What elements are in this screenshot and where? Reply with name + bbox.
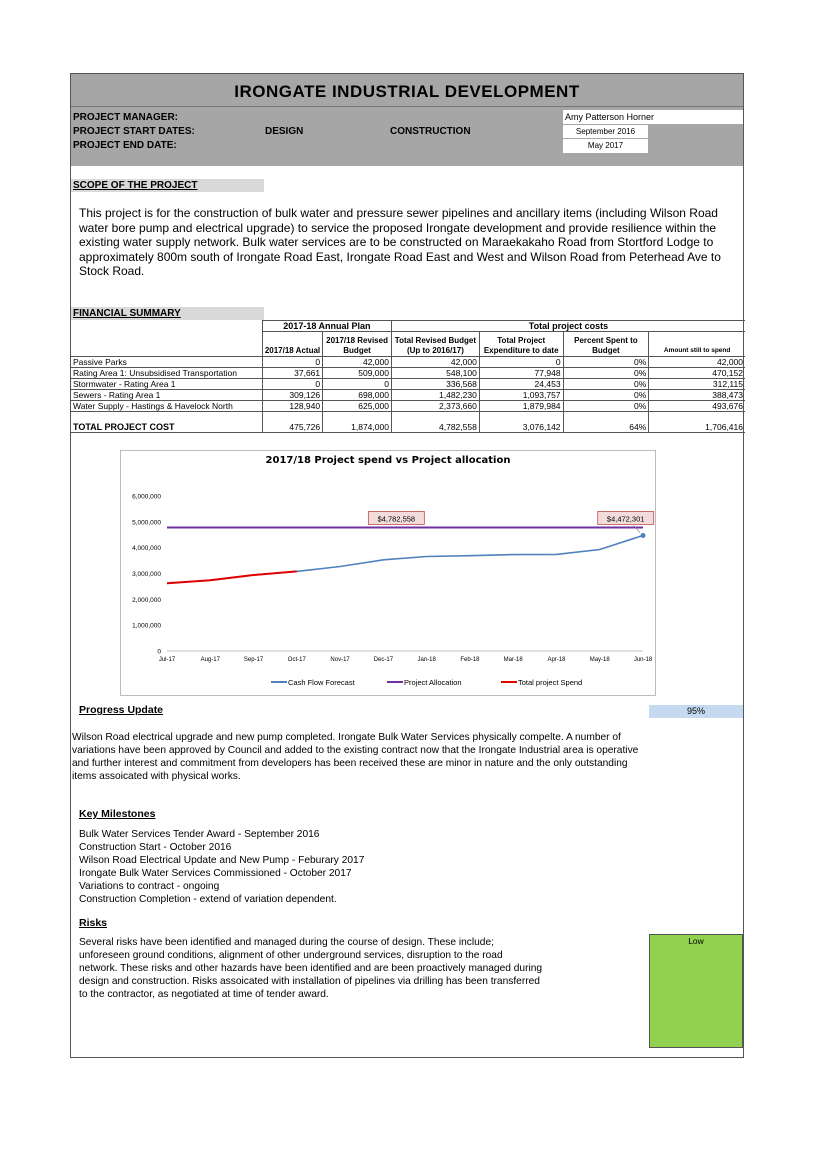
row-remain: 470,152 <box>649 368 745 379</box>
financial-table <box>71 320 745 433</box>
table-row <box>71 368 745 379</box>
row-remain: 388,473 <box>649 390 745 401</box>
scope-heading: SCOPE OF THE PROJECT <box>71 179 264 192</box>
title-divider <box>71 106 743 107</box>
risks-heading: Risks <box>79 917 108 929</box>
milestones-heading: Key Milestones <box>79 808 156 820</box>
y-tick-label: 2,000,000 <box>132 596 161 604</box>
row-trb: 42,000 <box>391 357 479 368</box>
group-total-costs: Total project costs <box>391 321 745 332</box>
row-revised: 509,000 <box>323 368 392 379</box>
list-item: Wilson Road Electrical Update and New Pump - Feburary 2017 <box>79 855 365 866</box>
table-row <box>71 379 745 390</box>
page-title: IRONGATE INDUSTRIAL DEVELOPMENT <box>234 82 580 101</box>
list-item: Construction Completion - extend of variation dependent. <box>79 894 337 905</box>
row-revised: 42,000 <box>323 357 392 368</box>
risk-level-badge: Low <box>649 934 743 1048</box>
x-tick-label: Jul-17 <box>158 657 176 663</box>
row-pct: 0% <box>563 368 649 379</box>
row-name: Stormwater - Rating Area 1 <box>71 379 262 390</box>
col-trb-2: (Up to 2016/17) <box>391 346 479 357</box>
row-trb: 1,482,230 <box>391 390 479 401</box>
row-exp: 77,948 <box>479 368 563 379</box>
y-tick-label: 3,000,000 <box>132 571 161 578</box>
row-remain: 42,000 <box>649 357 745 368</box>
x-tick-label: Mar-18 <box>503 657 523 663</box>
x-tick-label: May-18 <box>589 657 610 663</box>
x-tick-label: Feb-18 <box>460 657 480 663</box>
row-name: Water Supply - Hastings & Havelock North <box>71 401 262 412</box>
data-label: $4,782,558 <box>377 514 416 524</box>
total-name: TOTAL PROJECT COST <box>71 422 262 433</box>
y-tick-label: 6,000,000 <box>132 493 161 501</box>
end-date-value: May 2017 <box>563 139 648 153</box>
total-actual: 475,726 <box>262 422 322 433</box>
col-exp-2: Expenditure to date <box>479 346 563 357</box>
manager-label: PROJECT MANAGER: <box>73 112 179 123</box>
row-pct: 0% <box>563 401 649 412</box>
start-label: PROJECT START DATES: <box>73 126 195 137</box>
row-pct: 0% <box>563 390 649 401</box>
col-revised-1: 2017/18 Revised <box>323 332 392 347</box>
col-actual: 2017/18 Actual <box>262 346 322 357</box>
row-actual: 0 <box>262 379 322 390</box>
x-tick-label: Apr-18 <box>547 657 566 663</box>
list-item: Irongate Bulk Water Services Commissioned - October 2017 <box>79 868 352 879</box>
total-exp: 3,076,142 <box>479 422 563 433</box>
row-revised: 625,000 <box>323 401 392 412</box>
y-tick-label: 0 <box>157 648 161 656</box>
y-tick-label: 1,000,000 <box>132 622 161 630</box>
group-annual-plan: 2017-18 Annual Plan <box>262 321 391 332</box>
progress-percent: 95% <box>649 705 743 718</box>
list-item: Construction Start - October 2016 <box>79 842 232 853</box>
report-sheet <box>70 73 744 1058</box>
legend-label: Total project Spend <box>518 678 583 687</box>
header-panel <box>71 74 743 166</box>
total-trb: 4,782,558 <box>391 422 479 433</box>
table-row <box>71 357 745 368</box>
row-revised: 698,000 <box>323 390 392 401</box>
total-revised: 1,874,000 <box>323 422 392 433</box>
total-row <box>71 422 745 433</box>
scope-text: This project is for the construction of bulk water and pressure sewer pipelines and ancillary items (including Wilson Road water bore pump and electrical upgrade) to service the proposed Irongate development and provide resilience within the existing water supply network. Bulk water services are to be constructed on Maraekakaho Road from Stortford Lodge to approximately 800m south of Irongate Road East, Irongate Road East and West and Wilson Road from Peterhead Ave to Stock Road. <box>79 206 721 279</box>
total-pct: 64% <box>563 422 649 433</box>
risks-text: Several risks have been identified and managed during the course of design. These include; unforeseen ground conditions, alignment of other underground services, disruption to the road network. These risks and other hazards have been identified and are been proactively managed during design and construction. Risks assoicated with installation of pipelines via drilling has been transferred to the contractor, as negotiated at time of tender award. <box>79 937 543 1000</box>
series-end-marker <box>641 533 646 538</box>
data-label: $4,472,301 <box>606 514 645 524</box>
row-trb: 548,100 <box>391 368 479 379</box>
row-revised: 0 <box>323 379 392 390</box>
col-pct-1: Percent Spent to <box>563 332 649 347</box>
spend-chart <box>120 450 656 696</box>
row-exp: 0 <box>479 357 563 368</box>
progress-heading: Progress Update <box>79 704 164 716</box>
x-tick-label: Nov-17 <box>330 657 350 663</box>
row-actual: 0 <box>262 357 322 368</box>
end-label: PROJECT END DATE: <box>73 140 177 151</box>
table-row <box>71 401 745 412</box>
row-remain: 312,115 <box>649 379 745 390</box>
legend-label: Cash Flow Forecast <box>288 678 355 687</box>
col-pct-2: Budget <box>563 346 649 357</box>
row-pct: 0% <box>563 379 649 390</box>
row-exp: 1,879,984 <box>479 401 563 412</box>
x-tick-label: Dec-17 <box>373 657 394 663</box>
row-exp: 24,453 <box>479 379 563 390</box>
progress-text: Wilson Road electrical upgrade and new pump completed. Irongate Bulk Water Services physically compelte. A number of variations have been approved by Council and added to the existing contract now that the Irongate Industrial area is operative and further interest and commitment from developers has been received these are minor in nature and the only outstanding items assoicated with physical works. <box>72 732 639 782</box>
y-tick-label: 4,000,000 <box>132 545 161 553</box>
col-remain: Amount still to spend <box>649 346 745 357</box>
x-tick-label: Jan-18 <box>417 657 436 663</box>
col-revised-2: Budget <box>323 346 392 357</box>
x-tick-label: Jun-18 <box>633 657 653 663</box>
row-trb: 336,568 <box>391 379 479 390</box>
legend-label: Project Allocation <box>404 678 462 687</box>
x-tick-label: Oct-17 <box>287 657 306 663</box>
row-exp: 1,093,757 <box>479 390 563 401</box>
row-name: Sewers - Rating Area 1 <box>71 390 262 401</box>
row-remain: 493,676 <box>649 401 745 412</box>
chart-title: 2017/18 Project spend vs Project allocation <box>265 455 511 466</box>
total-remain: 1,706,416 <box>649 422 745 433</box>
row-actual: 309,126 <box>262 390 322 401</box>
series-line-total-project-spend <box>167 571 297 583</box>
start-date-value: September 2016 <box>563 125 648 138</box>
row-name: Passive Parks <box>71 357 262 368</box>
construction-label: CONSTRUCTION <box>390 126 471 137</box>
col-trb-1: Total Revised Budget <box>391 332 479 347</box>
financial-heading: FINANCIAL SUMMARY <box>71 307 264 320</box>
design-label: DESIGN <box>265 126 304 137</box>
manager-value: Amy Patterson Horner <box>563 110 743 124</box>
x-tick-label: Sep-17 <box>243 657 264 663</box>
chart-svg <box>121 451 655 695</box>
table-row <box>71 390 745 401</box>
list-item: Bulk Water Services Tender Award - September 2016 <box>79 829 320 840</box>
row-actual: 128,940 <box>262 401 322 412</box>
milestones-list <box>79 828 639 906</box>
row-pct: 0% <box>563 357 649 368</box>
row-actual: 37,661 <box>262 368 322 379</box>
row-trb: 2,373,660 <box>391 401 479 412</box>
x-tick-label: Aug-17 <box>200 657 220 663</box>
col-exp-1: Total Project <box>479 332 563 347</box>
y-tick-label: 5,000,000 <box>132 519 161 527</box>
list-item: Variations to contract - ongoing <box>79 881 220 892</box>
row-name: Rating Area 1: Unsubsidised Transportation <box>71 368 262 379</box>
